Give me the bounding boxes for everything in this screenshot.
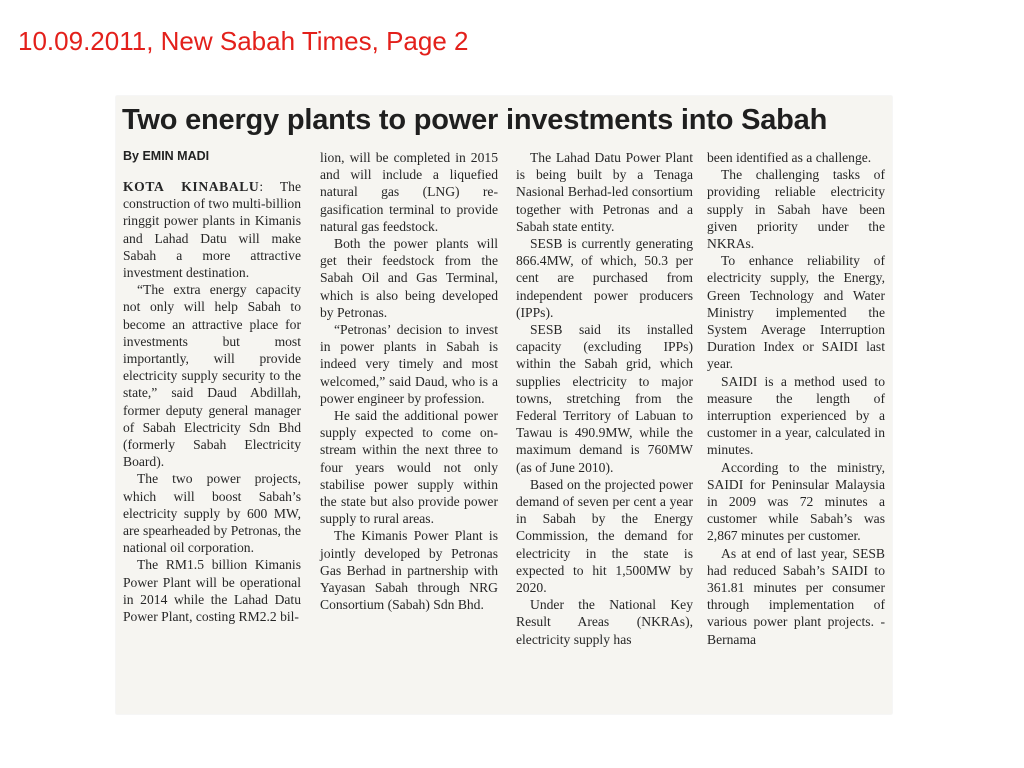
article-paragraph: lion, will be completed in 2015 and will include a liquefied natural gas (LNG) re-gasification terminal to provide natural gas feedstock. bbox=[320, 150, 498, 234]
article-byline: By EMIN MADI bbox=[123, 149, 210, 163]
article-paragraph: “Petronas’ decision to invest in power plants in Sabah is indeed very timely and most welcomed,” said Daud, who is a power engineer by profession. bbox=[320, 322, 498, 406]
article-paragraph: been identified as a challenge. bbox=[707, 150, 872, 165]
article-paragraph: The Kimanis Power Plant is jointly developed by Petronas Gas Berhad in partnership with Yayasan Sabah through NRG Consortium (Sabah) Sdn Bhd. bbox=[320, 528, 498, 613]
article-paragraph: The challenging tasks of providing reliable electricity supply in Sabah have been given priority under the NKRAs. bbox=[707, 167, 885, 252]
article-headline: Two energy plants to power investments into Sabah bbox=[122, 104, 828, 136]
article-paragraph: SESB is currently generating 866.4MW, of which, 50.3 per cent are purchased from independent power producers (IPPs). bbox=[516, 236, 693, 320]
article-dateline: KOTA KINABALU bbox=[123, 179, 260, 194]
article-paragraph: KOTA KINABALU: The construction of two multi-billion ringgit power plants in Kimanis and Lahad Datu will make Sabah a more attractive investment destination. bbox=[123, 179, 301, 281]
article-paragraph: As at end of last year, SESB had reduced Sabah’s SAIDI to 361.81 minutes per consumer through implementation of various power plant projects. - Bernama bbox=[707, 545, 885, 647]
article-paragraph: According to the ministry, SAIDI for Peninsular Malaysia in 2009 was 72 minutes a customer while Sabah’s was 2,867 minutes per customer. bbox=[707, 459, 885, 544]
slide-title: 10.09.2011, New Sabah Times, Page 2 bbox=[18, 26, 469, 56]
article-paragraph: The RM1.5 billion Kimanis Power Plant will be operational in 2014 while the Lahad Datu Power Plant, costing RM2.2 bil- bbox=[123, 557, 301, 625]
article-paragraph: He said the additional power supply expected to come on-stream within the next three to four years would not only stabilise power supply within the state but also provide power supply to rural areas. bbox=[320, 408, 498, 527]
article-paragraph: Based on the projected power demand of seven per cent a year in Sabah by the Energy Commission, the demand for electricity in the state is expected to hit 1,500MW by 2020. bbox=[516, 476, 693, 596]
article-paragraph: Both the power plants will get their feedstock from the Sabah Oil and Gas Terminal, which is also being developed by Petronas. bbox=[320, 236, 498, 320]
article-paragraph: SAIDI is a method used to measure the length of interruption experienced by a customer in a year, calculated in minutes. bbox=[707, 373, 885, 458]
article-paragraph: SESB said its installed capacity (excluding IPPs) within the Sabah grid, which supplies electricity to major towns, stretching from the Federal Territory of Labuan to Tawau is 490.9MW, while the maximum demand is 760MW (as of June 2010). bbox=[516, 322, 693, 475]
article-paragraph: To enhance reliability of electricity supply, the Energy, Green Technology and Water Ministry implemented the System Average Interruption Duration Index or SAIDI last year. bbox=[707, 253, 885, 372]
article-paragraph: The two power projects, which will boost Sabah’s electricity supply by 600 MW, are spearheaded by Petronas, the national oil corporation. bbox=[123, 471, 301, 556]
newspaper-clipping bbox=[116, 96, 892, 714]
article-column-2 bbox=[320, 149, 498, 613]
article-column-1 bbox=[123, 178, 301, 625]
article-column-3 bbox=[516, 149, 693, 648]
article-paragraph: Under the National Key Result Areas (NKRAs), electricity supply has bbox=[516, 597, 693, 647]
article-paragraph: “The extra energy capacity not only will help Sabah to become an attractive place for investments but most importantly, will provide electricity supply security to the state,” said Daud Abdillah, former deputy general manager of Sabah Electricity Sdn Bhd (formerly Sabah Electricity Board). bbox=[123, 282, 301, 470]
article-paragraph: The Lahad Datu Power Plant is being built by a Tenaga Nasional Berhad-led consortium together with Petronas and a Sabah state entity. bbox=[516, 150, 693, 234]
article-column-4 bbox=[707, 149, 885, 648]
